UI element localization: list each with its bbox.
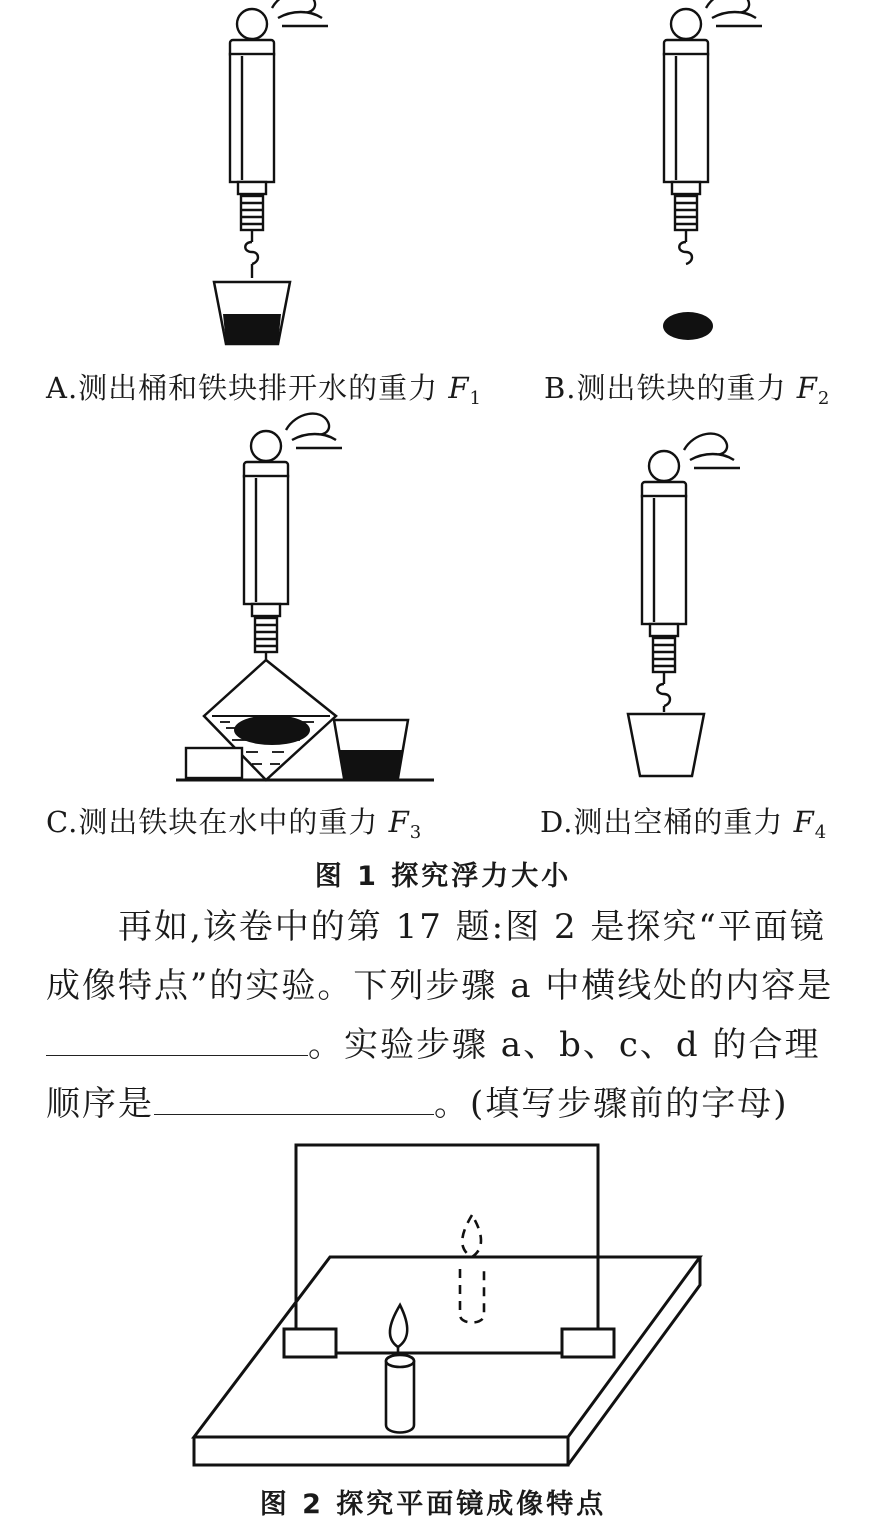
- caption-c: C.测出铁块在水中的重力 $F_3$: [46, 805, 423, 843]
- answer-blank-2[interactable]: [154, 1084, 434, 1115]
- panel-b-drawing: [663, 0, 762, 340]
- figure-1-caption: 图 1 探究浮力大小: [314, 861, 572, 892]
- figure-2-caption: 图 2 探究平面镜成像特点: [259, 1489, 607, 1520]
- caption-b: B.测出铁块的重力 $F_2$: [544, 371, 831, 409]
- question-paragraph: 再如,该卷中的第 17 题:图 2 是探究“平面镜成像特点”的实验。下列步骤 a 中横线处的内容是。实验步骤 a、b、c、d 的合理顺序是 。(填写步骤前的字母): [46, 907, 834, 1124]
- figure-2-illustration: [0, 1135, 886, 1515]
- answer-blank-1[interactable]: [46, 1025, 308, 1056]
- panel-d-drawing: [628, 434, 740, 776]
- caption-d: D.测出空桶的重力 $F_4$: [540, 805, 828, 843]
- panel-c-drawing: [176, 414, 434, 780]
- panel-a-drawing: [214, 0, 328, 344]
- caption-a: A.测出桶和铁块排开水的重力 $F_1$: [46, 371, 482, 409]
